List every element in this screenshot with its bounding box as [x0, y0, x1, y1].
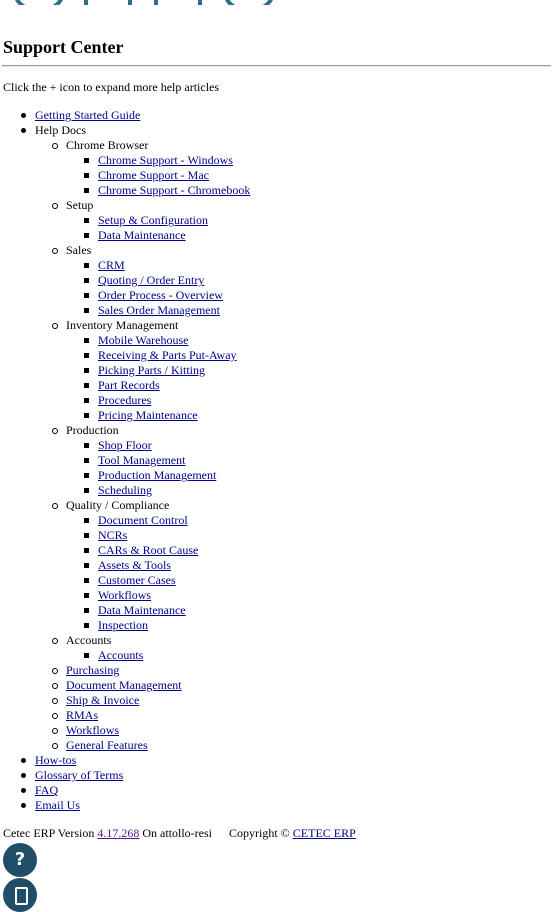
list-item [66, 348, 553, 363]
nav-getting-started [0, 108, 553, 123]
list-item [66, 153, 553, 168]
faq-link[interactable]: FAQ [35, 783, 59, 797]
article-link[interactable]: Picking Parts / Kitting [98, 363, 206, 377]
article-link[interactable]: Workflows [98, 588, 152, 602]
list-item [66, 393, 553, 408]
article-link[interactable]: Inspection [98, 618, 148, 632]
list-item [66, 438, 553, 453]
list-item [66, 168, 553, 183]
help-docs-label[interactable]: Help Docs [35, 123, 86, 137]
intro-text: Click the + icon to expand more help articles [3, 80, 220, 94]
list-item [66, 513, 553, 528]
help-link-ship-invoice[interactable]: Ship & Invoice [66, 693, 140, 707]
article-link[interactable]: Data Maintenance [98, 228, 186, 242]
list-item [66, 183, 553, 198]
question-icon: ? [14, 849, 26, 870]
article-link[interactable]: Mobile Warehouse [98, 333, 189, 347]
list-item [34, 693, 553, 708]
list-item [66, 588, 553, 603]
company-link[interactable]: CETEC ERP [292, 826, 356, 840]
article-link[interactable]: Sales Order Management [98, 303, 220, 317]
section-label[interactable]: Inventory Management [66, 318, 179, 332]
divider [2, 65, 551, 67]
list-item [34, 678, 553, 693]
article-link[interactable]: Receiving & Parts Put-Away [98, 348, 237, 362]
mobile-button[interactable] [3, 878, 37, 912]
footer [3, 826, 356, 841]
article-link[interactable]: Shop Floor [98, 438, 152, 452]
section-chrome-browser [34, 138, 553, 198]
section-label[interactable]: Sales [66, 243, 92, 257]
nav-email [0, 798, 553, 813]
help-link-rmas[interactable]: RMAs [66, 708, 99, 722]
version-link[interactable]: 4.17.268 [97, 826, 140, 840]
copyright-text: Copyright © [228, 826, 290, 840]
list-item [66, 273, 553, 288]
list-item [34, 708, 553, 723]
help-button[interactable] [3, 843, 37, 877]
nav-how-tos [0, 753, 553, 768]
list-item [66, 543, 553, 558]
help-link-document-management[interactable]: Document Management [66, 678, 182, 692]
section-production [34, 423, 553, 498]
list-item [66, 603, 553, 618]
article-link[interactable]: Accounts [98, 648, 144, 662]
list-item [34, 663, 553, 678]
list-item [66, 558, 553, 573]
list-item [66, 648, 553, 663]
article-link[interactable]: Quoting / Order Entry [98, 273, 205, 287]
article-link[interactable]: NCRs [98, 528, 128, 542]
section-label[interactable]: Accounts [66, 633, 112, 647]
help-link-general-features[interactable]: General Features [66, 738, 148, 752]
list-item [66, 303, 553, 318]
list-item [66, 378, 553, 393]
section-label[interactable]: Production [66, 423, 119, 437]
article-link[interactable]: CRM [98, 258, 125, 272]
help-link-purchasing[interactable]: Purchasing [66, 663, 120, 677]
article-link[interactable]: Setup & Configuration [98, 213, 208, 227]
article-link[interactable]: Production Management [98, 468, 217, 482]
article-link[interactable]: CARs & Root Cause [98, 543, 199, 557]
list-item [66, 483, 553, 498]
article-link[interactable]: Customer Cases [98, 573, 176, 587]
article-link[interactable]: Assets & Tools [98, 558, 171, 572]
article-link[interactable]: Tool Management [98, 453, 186, 467]
how-tos-link[interactable]: How-tos [35, 753, 77, 767]
list-item [34, 738, 553, 753]
list-item [66, 333, 553, 348]
logo [14, 0, 274, 5]
article-link[interactable]: Scheduling [98, 483, 152, 497]
server-text: On attollo-resi [142, 826, 212, 840]
article-link[interactable]: Chrome Support - Windows [98, 153, 233, 167]
article-link[interactable]: Part Records [98, 378, 160, 392]
list-item [66, 573, 553, 588]
section-inventory [34, 318, 553, 423]
article-link[interactable]: Chrome Support - Mac [98, 168, 209, 182]
nav-glossary [0, 768, 553, 783]
article-link[interactable]: Procedures [98, 393, 152, 407]
list-item [66, 468, 553, 483]
section-label[interactable]: Quality / Compliance [66, 498, 170, 512]
section-sales [34, 243, 553, 318]
section-label[interactable]: Setup [66, 198, 94, 212]
article-link[interactable]: Document Control [98, 513, 188, 527]
list-item [66, 618, 553, 633]
page-title: Support Center [3, 37, 124, 57]
section-setup [34, 198, 553, 243]
list-item [66, 363, 553, 378]
article-link[interactable]: Data Maintenance [98, 603, 186, 617]
section-label[interactable]: Chrome Browser [66, 138, 149, 152]
nav-faq [0, 783, 553, 798]
list-item [66, 453, 553, 468]
phone-icon [15, 887, 28, 905]
email-us-link[interactable]: Email Us [35, 798, 80, 812]
glossary-link[interactable]: Glossary of Terms [35, 768, 124, 782]
article-link[interactable]: Pricing Maintenance [98, 408, 198, 422]
getting-started-link[interactable]: Getting Started Guide [35, 108, 141, 122]
help-tree [0, 108, 553, 813]
nav-help-docs [0, 123, 553, 753]
article-link[interactable]: Order Process - Overview [98, 288, 223, 302]
list-item [66, 258, 553, 273]
article-link[interactable]: Chrome Support - Chromebook [98, 183, 251, 197]
section-quality [34, 498, 553, 633]
list-item [66, 528, 553, 543]
version-prefix: Cetec ERP Version [3, 826, 95, 840]
list-item [34, 723, 553, 738]
list-item [66, 228, 553, 243]
list-item [66, 408, 553, 423]
section-accounts [34, 633, 553, 663]
help-link-workflows[interactable]: Workflows [66, 723, 120, 737]
list-item [66, 213, 553, 228]
list-item [66, 288, 553, 303]
